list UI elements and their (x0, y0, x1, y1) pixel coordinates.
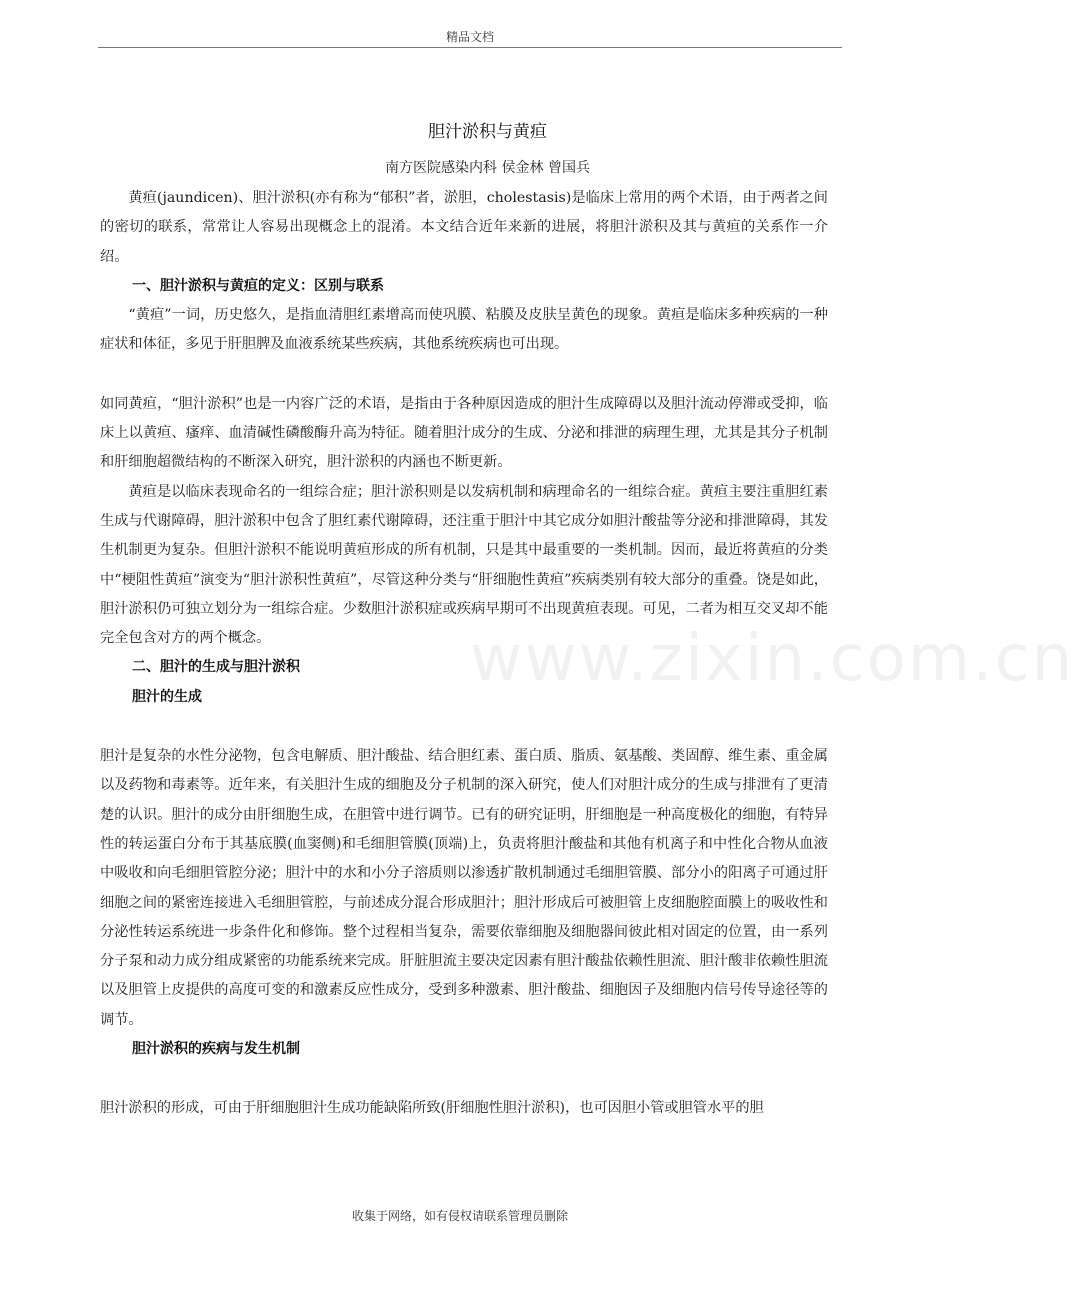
section-1-heading: 一、胆汁淤积与黄疸的定义：区别与联系 (132, 277, 384, 294)
document-authors: 南方医院感染内科 侯金林 曾国兵 (385, 160, 590, 176)
blank-line (100, 1064, 828, 1094)
section-1-paragraph-2: 如同黄疸，“胆汁淤积”也是一内容广泛的术语，是指由于各种原因造成的胆汁生成障碍以及胆汁流动停滞或受抑，临床上以黄疸、瘙痒、血清碱性磷酸酶升高为特征。随着胆汁成分的生成、分泌和排泄的病理生理，尤其是其分子机制和肝细胞超微结构的不断深入研究，胆汁淤积的内涵也不断更新。 (100, 395, 828, 471)
blank-line (100, 360, 828, 390)
section-2-paragraph-2: 胆汁淤积的形成，可由于肝细胞胆汁生成功能缺陷所致(肝细胞性胆汁淤积)，也可因胆小管或胆管水平的胆 (100, 1100, 764, 1117)
page-header: 精品文档 (98, 28, 842, 48)
section-1-paragraph-3: 黄疸是以临床表现命名的一组综合症；胆汁淤积则是以发病机制和病理命名的一组综合症。黄疸主要注重胆红素生成与代谢障碍，胆汁淤积中包含了胆红素代谢障碍，还注重于胆汁中其它成分如胆汁酸盐等分泌和排泄障碍，其发生机制更为复杂。但胆汁淤积不能说明黄疸形成的所有机制，只是其中最重要的一类机制。因而，最近将黄疸的分类中“梗阻性黄疸”演变为“胆汁淤积性黄疸”，尽管这种分类与“肝细胞性黄疸”疾病类别有较大部分的重叠。饶是如此，胆汁淤积仍可独立划分为一组综合症。少数胆汁淤积症或疾病早期可不出现黄疸表现。可见，二者为相互交叉却不能完全包含对方的两个概念。 (100, 483, 828, 647)
section-1-paragraph-1: “黄疸”一词，历史悠久，是指血清胆红素增高而使巩膜、粘膜及皮肤呈黄色的现象。黄疸是临床多种疾病的一种症状和体征，多见于肝胆脾及血液系统某些疾病，其他系统疾病也可出现。 (100, 307, 828, 353)
section-2-heading: 二、胆汁的生成与胆汁淤积 (132, 659, 300, 676)
subsection-bile-formation-heading: 胆汁的生成 (132, 688, 202, 705)
blank-line (100, 712, 828, 742)
document-title: 胆汁淤积与黄疸 (428, 122, 547, 142)
document-body (100, 184, 828, 1124)
subsection-cholestasis-mechanism-heading: 胆汁淤积的疾病与发生机制 (132, 1041, 300, 1058)
watermark: www.zixin.com.cn (470, 622, 1074, 696)
intro-paragraph: 黄疸(jaundicen)、胆汁淤积(亦有称为“郁积”者，淤胆，cholestasis)是临床上常用的两个术语，由于两者之间的密切的联系，常常让人容易出现概念上的混淆。本文结合近年来新的进展，将胆汁淤积及其与黄疸的关系作一介绍。 (100, 190, 828, 265)
section-2-paragraph-1: 胆汁是复杂的水性分泌物，包含电解质、胆汁酸盐、结合胆红素、蛋白质、脂质、氨基酸、类固醇、维生素、重金属以及药物和毒素等。近年来，有关胆汁生成的细胞及分子机制的深入研究，使人们对胆汁成分的生成与排泄有了更清楚的认识。胆汁的成分由肝细胞生成，在胆管中进行调节。已有的研究证明，肝细胞是一种高度极化的细胞，有特异性的转运蛋白分布于其基底膜(血窦侧)和毛细胆管膜(顶端)上，负责将胆汁酸盐和其他有机离子和中性化合物从血液中吸收和向毛细胆管腔分泌；胆汁中的水和小分子溶质则以渗透扩散机制通过毛细胆管膜、部分小的阳离子可通过肝细胞之间的紧密连接进入毛细胆管腔，与前述成分混合形成胆汁；胆汁形成后可被胆管上皮细胞腔面膜上的吸收性和分泌性转运系统进一步条件化和修饰。整个过程相当复杂，需要依靠细胞及细胞器间彼此相对固定的位置，由一系列分子泵和动力成分组成紧密的功能系统来完成。肝脏胆流主要决定因素有胆汁酸盐依赖性胆流、胆汁酸非依赖性胆流以及胆管上皮提供的高度可变的和激素反应性成分，受到多种激素、胆汁酸盐、细胞因子及细胞内信号传导途径等的调节。 (100, 748, 828, 1028)
page-footer: 收集于网络，如有侵权请联系管理员删除 (351, 1209, 568, 1223)
